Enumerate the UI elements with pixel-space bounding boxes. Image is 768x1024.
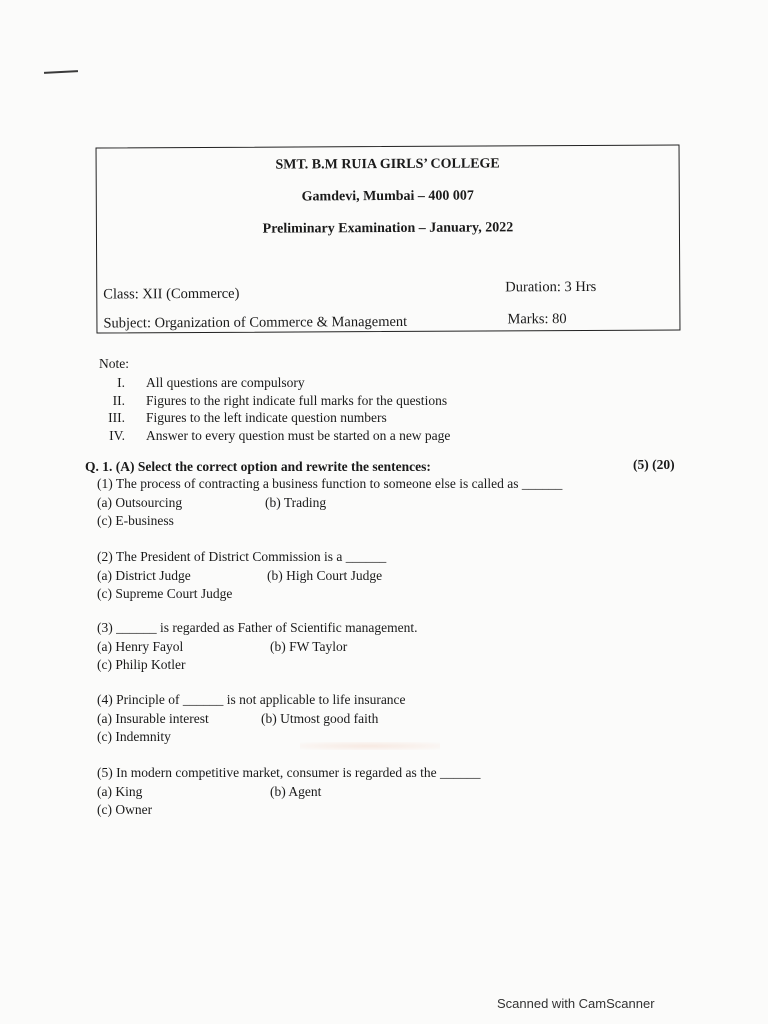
note-item [99,410,387,428]
option-b: (b) FW Taylor [270,639,348,654]
note-text: Figures to the left indicate question numbers [146,410,387,425]
option-a: (a) Outsourcing [97,495,183,510]
question-heading: Q. 1. (A) Select the correct option and rewrite the sentences: [85,459,431,474]
note-text: Figures to the right indicate full marks for the questions [146,392,448,408]
instructions-note [99,356,451,445]
college-name: SMT. B.M RUIA GIRLS’ COLLEGE [275,156,500,173]
option-b: (b) Agent [270,784,322,799]
pen-mark [44,70,78,74]
mcq-item [97,692,406,747]
mcq-stem: (1) The process of contracting a business function to someone else is called as ______ [97,476,563,491]
mcq-options-row [97,711,406,729]
note-number: II. [112,392,125,408]
mcq-item [97,476,562,531]
option-a: (a) Henry Fayol [97,639,184,654]
note-text: Answer to every question must be started on a new page [146,427,451,443]
mcq-options-row [97,568,386,586]
option-b: (b) Utmost good faith [261,711,379,726]
mcq-item [97,549,386,604]
option-c: (c) Philip Kotler [97,657,186,672]
exam-header-box [96,144,681,333]
note-item [99,392,448,411]
option-b: (b) Trading [265,495,327,510]
option-b: (b) High Court Judge [267,568,383,583]
mcq-options-row [97,784,481,802]
marks-label: Marks: 80 [507,311,567,328]
mcq-stem: (2) The President of District Commission is a ______ [97,549,387,564]
question-marks: (5) (20) [633,457,675,472]
mcq-item [97,620,418,675]
scan-smudge [300,742,440,750]
duration-label: Duration: 3 Hrs [505,278,597,296]
option-c: (c) E-business [97,513,174,528]
college-address: Gamdevi, Mumbai – 400 007 [301,188,474,205]
mcq-stem: (5) In modern competitive market, consumer is regarded as the ______ [97,765,481,780]
note-number: III. [108,410,125,425]
note-text: All questions are compulsory [146,375,305,390]
option-c: (c) Indemnity [97,729,171,744]
note-number: IV. [109,427,125,443]
note-item [99,427,451,446]
mcq-options-row [97,639,418,657]
scanner-watermark: Scanned with CamScanner [497,996,655,1011]
mcq-options-row [97,495,562,513]
mcq-stem: (4) Principle of ______ is not applicable to life insurance [97,692,406,707]
option-a: (a) Insurable interest [97,711,209,726]
subject-label: Subject: Organization of Commerce & Management [103,313,408,332]
option-a: (a) District Judge [97,568,191,583]
mcq-item [97,765,481,820]
exam-title: Preliminary Examination – January, 2022 [262,220,514,237]
class-label: Class: XII (Commerce) [103,285,240,303]
note-item [99,375,305,393]
note-number: I. [117,375,125,390]
mcq-stem: (3) ______ is regarded as Father of Scientific management. [97,620,418,635]
option-a: (a) King [97,784,143,799]
option-c: (c) Owner [97,802,153,817]
note-title: Note: [99,356,129,371]
option-c: (c) Supreme Court Judge [97,586,233,601]
